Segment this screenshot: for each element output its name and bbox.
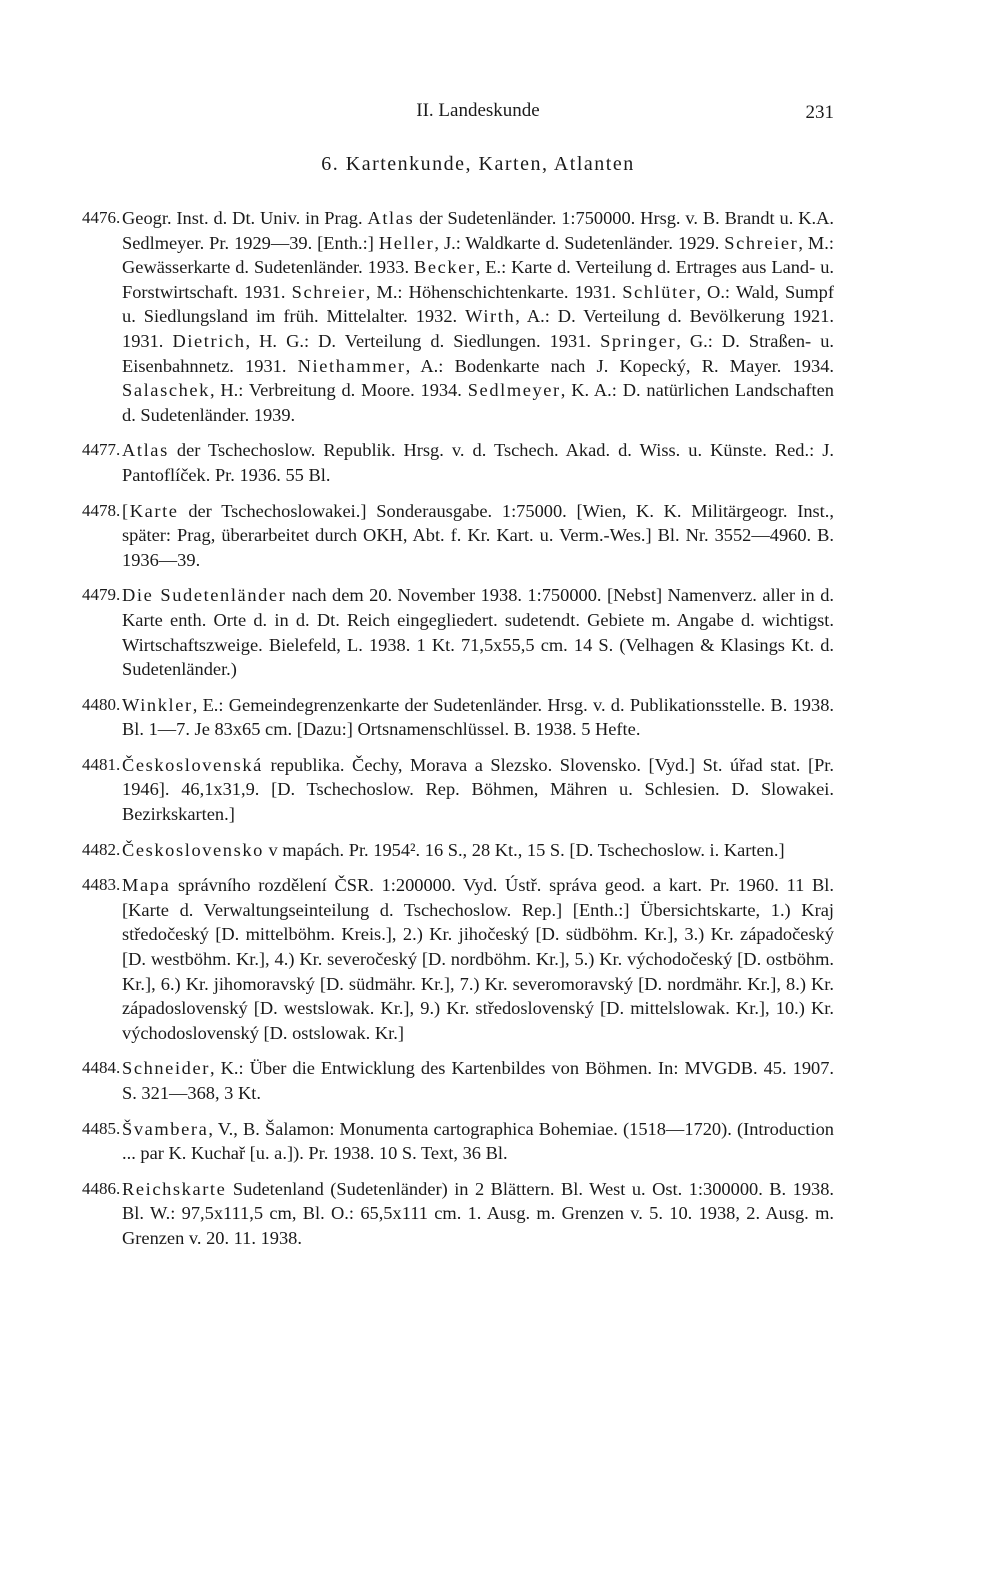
entry-author: Niethammer [297,355,406,376]
entry-author: Reichskarte [122,1178,227,1199]
entry-text [122,438,834,487]
entry-text-part: , K. A.: D. natürlichen Landschaften d. Sudetenländer. 1939. [122,380,834,425]
entry-text-part: Geogr. Inst. d. Dt. Univ. in Prag. [122,208,368,228]
entry-text-part: der Tschechoslowakei.] Sonderausgabe. 1:75000. [Wien, K. K. Militärgeogr. Inst., später: Prag, überarbeitet durch OKH, Abt. f. Kr. Kart. u. Verm.-Wes.] Bl. Nr. 3552—4960. B. 1936—39. [122,500,834,570]
entry-text-part: , G.: D. Straßen- u. Eisenbahnnetz. 1931. [122,330,834,376]
bibliography-entry [82,1117,834,1166]
entry-author: Wirth [465,306,516,327]
entry-text-part: der Tschechoslow. Republik. Hrsg. v. d. Tschech. Akad. d. Wiss. u. Künste. Red.: J. Pantoflíček. Pr. 1936. 55 Bl. [122,440,834,485]
entry-author: Československá [122,754,263,775]
entry-author: Schreier [724,232,799,253]
page-number: 231 [805,102,834,123]
entry-text [122,873,834,1045]
entry-text [122,1117,834,1166]
bibliography-entry [82,838,834,863]
bibliography-entry [82,206,834,427]
entry-text-part: , J.: Waldkarte d. Sudetenländer. 1929. [434,232,725,253]
entry-number: 4481. [82,754,121,774]
entry-text-part: , E.: Gemeindegrenzenkarte der Sudetenländer. Hrsg. v. d. Publikationsstelle. B. 1938. Bl. 1—7. Je 83x65 cm. [Dazu:] Ortsnamenschlüssel. B. 1938. 5 Hefte. [122,694,834,740]
entry-author: Schreier [291,281,366,302]
entry-author: Salaschek [122,380,210,401]
entry-author: Schlüter [622,281,697,302]
running-head [122,100,834,130]
entry-number: 4477. [82,440,121,460]
entry-author: Švambera [122,1118,209,1139]
entry-text-part: Sudetenland (Sudetenländer) in 2 Blättern. Bl. West u. Ost. 1:300000. B. 1938. Bl. W.: 97,5x111,5 cm, Bl. O.: 65,5x111 cm. 1. Ausg. m. Grenzen v. 5. 10. 1938, 2. Ausg. m. Grenzen v. 20. 11. 1938. [122,1178,834,1248]
entry-text-part: , E.: Karte d. Verteilung d. Ertrages aus Land- u. Forstwirtschaft. 1931. [122,257,834,302]
entry-author: Mapa [122,875,171,896]
entry-text-part: , O.: Wald, Sumpf u. Siedlungsland im früh. Mittelalter. 1932. [122,281,835,327]
entry-text-part: republika. Čechy, Morava a Slezsko. Slovensko. [Vyd.] St. úřad stat. [Pr. 1946]. 46,1x31,9. [D. Tschechoslow. Rep. Böhmen, Mähren u. Schlesien. D. Slowakei. Bezirkskarten.] [122,754,834,825]
bibliography-entry [82,499,834,573]
entry-number: 4484. [82,1058,121,1078]
entry-author: Winkler [122,694,193,715]
entry-text-part: nach dem 20. November 1938. 1:750000. [Nebst] Namenverz. aller in d. Karte enth. Orte d. in d. Dt. Reich eingegliedert. sudetendt. Gebiete m. Angabe d. wichtigst. Wirtschaftszweige. Bielefeld, L. 1938. 1 Kt. 71,5x55,5 cm. 14 S. (Velhagen & Klasings Kt. d. Sudetenländer.) [122,585,834,680]
entry-number: 4479. [82,585,121,605]
bibliography-entry [82,438,834,487]
entry-number: 4485. [82,1118,121,1138]
entry-author: Dietrich [172,330,246,351]
entry-author: Springer [600,330,677,351]
entry-number: 4483. [82,875,121,895]
running-title: II. Landeskunde [416,100,540,121]
bibliography-entry [82,1056,834,1105]
entry-text-part: , M.: Gewässerkarte d. Sudetenländer. 1933. [122,232,834,278]
bibliography-entry [82,693,834,742]
entry-author: Heller [378,232,435,253]
bibliography-entry [82,1177,834,1251]
entry-number: 4476. [82,208,121,227]
entry-number: 4486. [82,1178,121,1198]
entry-author: Schneider [122,1058,210,1079]
entry-text-part: , V., B. Šalamon: Monumenta cartographica Bohemiae. (1518—1720). (Introduction ... par K. Kuchař [u. a.]). Pr. 1938. 10 S. Text, 36 Bl. [122,1118,834,1164]
entry-number: 4482. [82,839,121,859]
bibliography-entry [82,753,834,827]
entry-text-part: , A.: Bodenkarte nach J. Kopecký, R. Mayer. 1934. [405,355,834,376]
entry-text [122,838,834,863]
entry-text-part: , K.: Über die Entwicklung des Kartenbildes von Böhmen. In: MVGDB. 45. 1907. S. 321—368, 3 Kt. [122,1058,834,1103]
entry-text-part: , H. G.: D. Verteilung d. Siedlungen. 1931. [245,330,601,351]
entry-author: Atlas [367,208,415,228]
entry-text [122,206,834,427]
bibliography-entry [82,583,834,681]
entry-text-part: správního rozdělení ČSR. 1:200000. Vyd. Ústř. správa geod. a kart. Pr. 1960. 11 Bl. [Karte d. Verwaltungseinteilung d. Tschechoslow. Rep.] [Enth.:] Übersichtskarte, 1.) Kraj středočeský [D. mittelböhm. Kreis.], 2.) Kr. jihočeský [D. südböhm. Kr.], 3.) Kr. západočeský [D. westböhm. Kr.], 4.) Kr. severočeský [D. nordböhm. Kr.], 5.) Kr. východočeský [D. ostböhm. Kr.], 6.) Kr. jihomoravský [D. südmähr. Kr.], 7.) Kr. severomoravský [D. nordmähr. Kr.], 8.) Kr. západoslovenský [D. westslowak. Kr.], 9.) Kr. středoslovenský [D. mittelslowak. Kr.], 10.) Kr. východoslovenský [D. ostslowak. Kr.] [122,875,834,1043]
entry-text-part: v mapách. Pr. 1954². 16 S., 28 Kt., 15 S. [D. Tschechoslow. i. Karten.] [263,839,785,860]
entry-text [122,753,834,827]
bibliography-list [82,206,834,1262]
entry-author: [Karte [122,500,179,521]
entry-text-part: der Sudetenländer. 1:750000. Hrsg. v. B. Brandt u. K.A. Sedlmeyer. Pr. 1929—39. [Enth.:] [122,208,834,253]
entry-text-part: , M.: Höhenschichtenkarte. 1931. [365,281,623,302]
entry-author: Atlas [122,440,169,461]
entry-author: Becker [414,257,476,278]
entry-author: Die Sudetenländer [122,585,287,606]
entry-text [122,1056,834,1105]
section-title: 6. Kartenkunde, Karten, Atlanten [321,153,635,175]
entry-text-part: , H.: Verbreitung d. Moore. 1934. [209,380,468,401]
entry-author: Sedlmeyer [467,380,561,401]
bibliography-entry [82,873,834,1045]
entry-text [122,693,834,742]
entry-number: 4480. [82,694,121,714]
entry-text [122,499,834,573]
entry-text [122,1177,834,1251]
entry-text-part: , A.: D. Verteilung d. Bevölkerung 1921. 1931. [122,306,835,351]
entry-text [122,583,834,681]
entry-number: 4478. [82,500,121,520]
entry-author: Československo [122,839,264,860]
